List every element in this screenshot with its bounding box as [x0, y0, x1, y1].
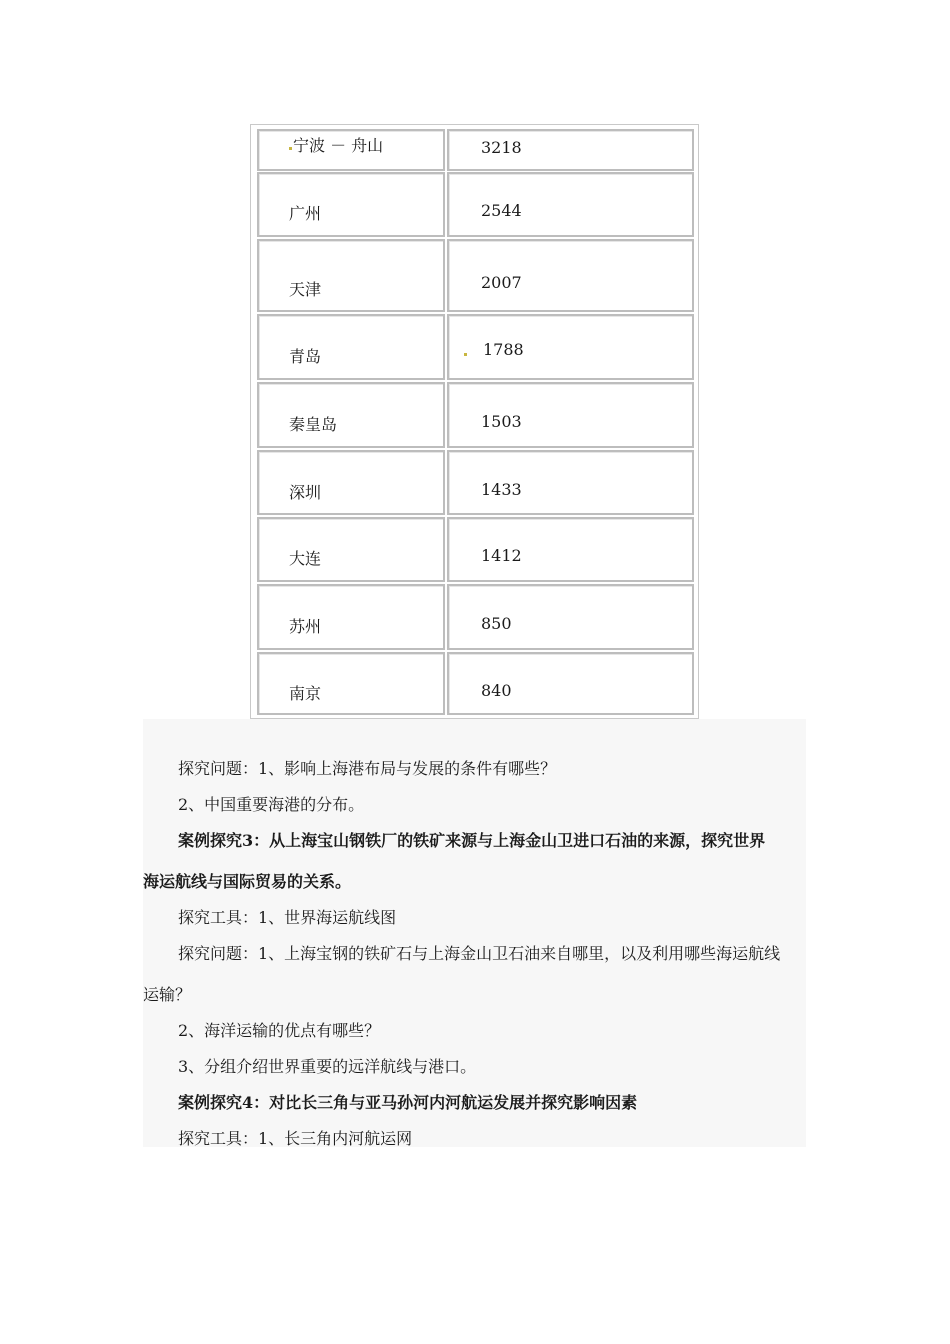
- port-name: 南京: [289, 684, 322, 703]
- inquiry-tool-2: 探究工具：1、长三角内河航运网: [178, 1129, 413, 1148]
- port-name: 青岛: [289, 347, 322, 366]
- inquiry-question-4: 2、海洋运输的优点有哪些？: [178, 1021, 381, 1040]
- table-cell-port: [257, 584, 445, 650]
- throughput-value: 1433: [481, 480, 522, 499]
- throughput-value: 2007: [481, 273, 522, 292]
- port-name: 深圳: [289, 483, 322, 502]
- table-cell-value: [447, 314, 694, 380]
- case-study-3-heading-cont: 海运航线与国际贸易的关系。: [143, 872, 352, 891]
- table-cell-value: [447, 450, 694, 515]
- throughput-value: 1503: [481, 412, 522, 431]
- table-cell-port: [257, 172, 445, 237]
- inquiry-question-5: 3、分组介绍世界重要的远洋航线与港口。: [178, 1057, 477, 1076]
- throughput-value: 850: [481, 614, 512, 633]
- throughput-value: 1788: [483, 340, 524, 359]
- inquiry-question-1: 探究问题：1、影响上海港布局与发展的条件有哪些？: [178, 759, 557, 778]
- table-cell-port: [257, 314, 445, 380]
- inquiry-tool: 探究工具：1、世界海运航线图: [178, 908, 397, 927]
- port-name: 天津: [289, 280, 322, 299]
- case-study-4-heading: 案例探究4：对比长三角与亚马孙河内河航运发展并探究影响因素: [178, 1093, 638, 1112]
- table-cell-value: [447, 584, 694, 650]
- throughput-value: 1412: [481, 546, 522, 565]
- port-name: 广州: [289, 204, 322, 223]
- table-cell-value: [447, 239, 694, 312]
- port-name: 大连: [289, 549, 322, 568]
- throughput-value: 2544: [481, 201, 522, 220]
- table-cell-value: [447, 517, 694, 582]
- table-cell-value: [447, 129, 694, 171]
- table-cell-port: [257, 239, 445, 312]
- inquiry-question-2: 2、中国重要海港的分布。: [178, 795, 365, 814]
- port-name: 秦皇岛: [289, 415, 338, 434]
- port-name: 苏州: [289, 617, 322, 636]
- port-name: 宁波 － 舟山: [293, 136, 384, 155]
- marker-dot: [289, 147, 292, 150]
- throughput-value: 840: [481, 681, 512, 700]
- document-body: [143, 719, 806, 1147]
- table-cell-port: [257, 382, 445, 448]
- inquiry-question-3: 探究问题：1、上海宝钢的铁矿石与上海金山卫石油来自哪里，以及利用哪些海运航线: [178, 944, 781, 963]
- table-cell-port: [257, 517, 445, 582]
- inquiry-question-3-cont: 运输？: [143, 985, 192, 1004]
- table-cell-value: [447, 382, 694, 448]
- table-cell-port: [257, 652, 445, 715]
- table-cell-value: [447, 652, 694, 715]
- table-cell-value: [447, 172, 694, 237]
- marker-dot: [464, 353, 467, 356]
- port-throughput-table: [250, 124, 699, 719]
- table-cell-port: [257, 129, 445, 171]
- case-study-3-heading: 案例探究3：从上海宝山钢铁厂的铁矿来源与上海金山卫进口石油的来源，探究世界: [178, 831, 766, 850]
- table-cell-port: [257, 450, 445, 515]
- throughput-value: 3218: [481, 138, 522, 157]
